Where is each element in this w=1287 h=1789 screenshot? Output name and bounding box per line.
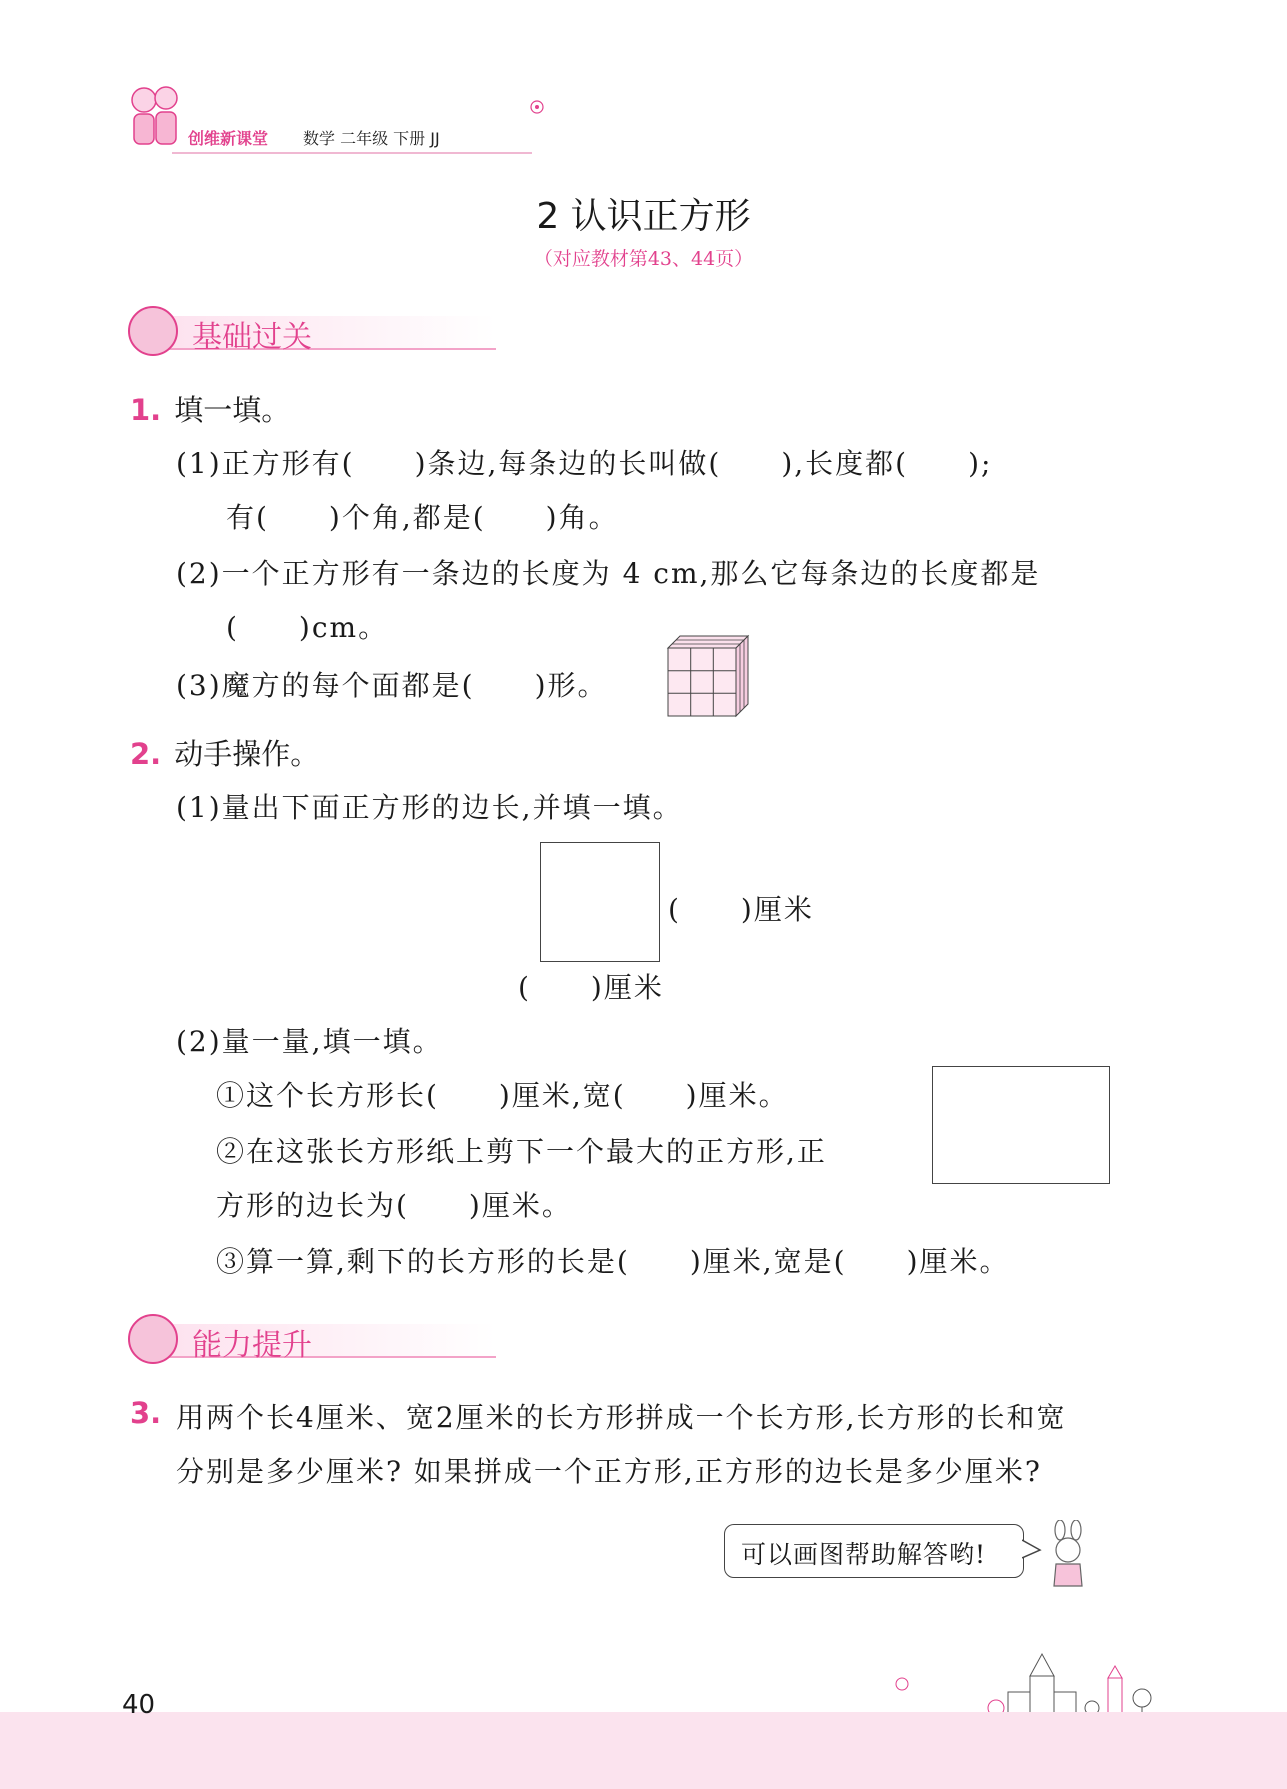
page-header <box>128 84 488 156</box>
bubble-tail-icon <box>1022 1534 1042 1564</box>
section-title-advanced: 能力提升 <box>192 1328 312 1363</box>
kids-mascot-icon <box>128 84 182 156</box>
square-side-right-answer: ( )厘米 <box>668 893 814 926</box>
brand-name: 创维新课堂 <box>188 129 269 148</box>
header-rule <box>172 152 532 154</box>
q1-part2-line1: (2)一个正方形有一条边的长度为 4 cm,那么它每条边的长度都是 <box>176 557 1041 590</box>
bunny-mascot-icon <box>1044 1520 1092 1590</box>
q1-part2-line2: ( )cm。 <box>226 611 389 644</box>
question-2-heading <box>130 732 319 773</box>
hint-text: 可以画图帮助解答哟! <box>741 1540 987 1569</box>
q2-item2-line1: ②在这张长方形纸上剪下一个最大的正方形,正 <box>216 1135 827 1168</box>
decor-flower-icon <box>526 98 548 116</box>
question-3 <box>130 1396 161 1430</box>
q2-item1: ①这个长方形长( )厘米,宽( )厘米。 <box>216 1079 789 1112</box>
q2-item2-line2: 方形的边长为( )厘米。 <box>216 1189 572 1222</box>
course-info: 数学 二年级 下册 JJ <box>303 129 440 148</box>
question-title: 填一填。 <box>174 393 291 427</box>
footer-band <box>0 1712 1287 1789</box>
lesson-title: 2 认识正方形 <box>536 196 751 237</box>
rubiks-cube-icon <box>666 634 750 718</box>
section-banner-basic <box>128 306 508 356</box>
mascot-badge-icon <box>128 1314 178 1364</box>
q2-item3: ③算一算,剩下的长方形的长是( )厘米,宽是( )厘米。 <box>216 1245 1010 1278</box>
q1-part1-line2: 有( )个角,都是( )角。 <box>226 501 619 534</box>
castle-decoration-icon <box>880 1648 1180 1718</box>
q1-part3: (3)魔方的每个面都是( )形。 <box>176 669 608 702</box>
rectangle-to-measure <box>932 1066 1110 1184</box>
textbook-reference: （对应教材第43、44页） <box>533 248 754 270</box>
question-1-heading <box>130 388 290 429</box>
q3-line2: 分别是多少厘米? 如果拼成一个正方形,正方形的边长是多少厘米? <box>176 1455 1042 1488</box>
question-title: 动手操作。 <box>174 737 320 771</box>
hint-speech-bubble <box>724 1524 1024 1578</box>
section-title-basic: 基础过关 <box>192 320 312 355</box>
q1-part1-line1: (1)正方形有( )条边,每条边的长叫做( ),长度都( ); <box>176 447 993 480</box>
question-number: 2. <box>130 737 162 771</box>
mascot-badge-icon <box>128 306 178 356</box>
q2-part1: (1)量出下面正方形的边长,并填一填。 <box>176 791 683 824</box>
square-side-bottom-answer: ( )厘米 <box>518 971 664 1004</box>
q2-part2: (2)量一量,填一填。 <box>176 1025 443 1058</box>
section-banner-advanced <box>128 1314 508 1364</box>
q3-line1: 用两个长4厘米、宽2厘米的长方形拼成一个长方形,长方形的长和宽 <box>176 1401 1067 1434</box>
question-number: 1. <box>130 393 162 427</box>
question-number: 3. <box>130 1396 162 1430</box>
square-to-measure <box>540 842 660 962</box>
page-number: 40 <box>122 1690 156 1720</box>
